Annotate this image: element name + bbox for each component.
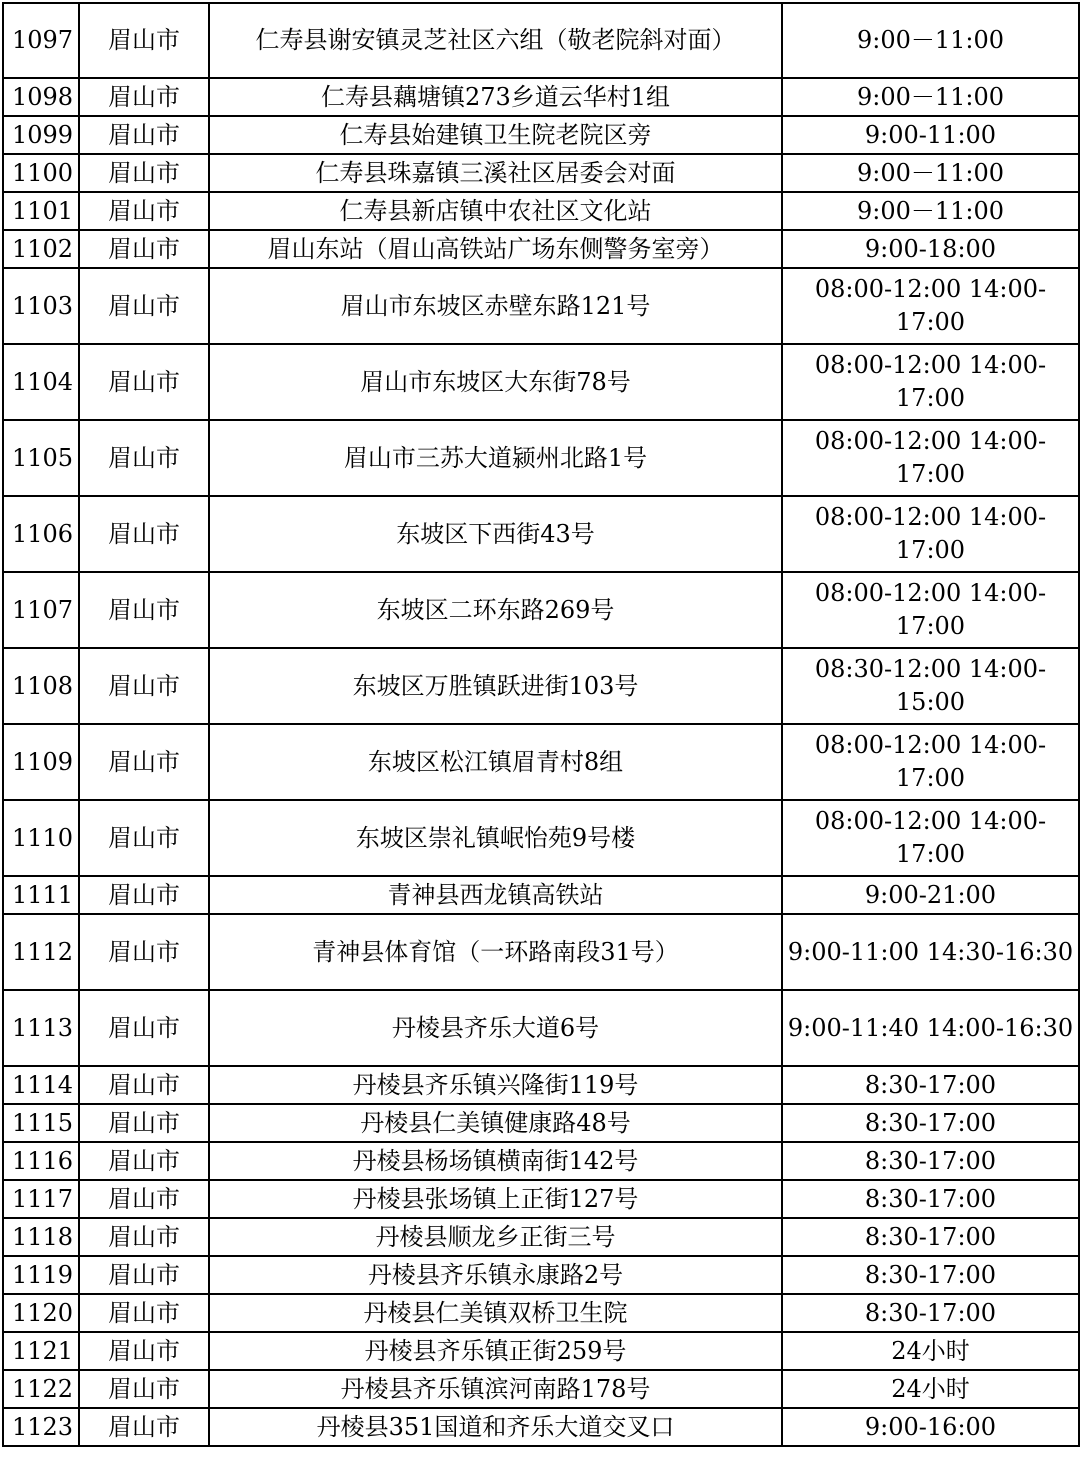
table-row (3, 1142, 1079, 1180)
row-number: 1108 (3, 648, 79, 724)
row-city: 眉山市 (79, 420, 209, 496)
row-address: 东坡区二环东路269号 (209, 572, 782, 648)
table-row (3, 78, 1079, 116)
row-number: 1106 (3, 496, 79, 572)
table-row (3, 116, 1079, 154)
row-number: 1097 (3, 3, 79, 78)
table-row (3, 496, 1079, 572)
row-address: 眉山市东坡区大东街78号 (209, 344, 782, 420)
table-body (3, 3, 1079, 1446)
table-row (3, 3, 1079, 78)
table-row (3, 800, 1079, 876)
row-city: 眉山市 (79, 1294, 209, 1332)
row-hours: 9:00－11:00 (782, 154, 1079, 192)
table-row (3, 648, 1079, 724)
row-city: 眉山市 (79, 1104, 209, 1142)
row-city: 眉山市 (79, 724, 209, 800)
row-address: 仁寿县始建镇卫生院老院区旁 (209, 116, 782, 154)
row-hours: 08:00-12:00 14:00-17:00 (782, 724, 1079, 800)
row-address: 丹棱县张场镇上正街127号 (209, 1180, 782, 1218)
table-row (3, 230, 1079, 268)
table-row (3, 1180, 1079, 1218)
row-address: 眉山市三苏大道颍州北路1号 (209, 420, 782, 496)
table-row (3, 1218, 1079, 1256)
row-hours: 9:00-11:40 14:00-16:30 (782, 990, 1079, 1066)
table-row (3, 1294, 1079, 1332)
row-city: 眉山市 (79, 990, 209, 1066)
row-number: 1116 (3, 1142, 79, 1180)
row-city: 眉山市 (79, 800, 209, 876)
row-hours: 24小时 (782, 1370, 1079, 1408)
row-city: 眉山市 (79, 876, 209, 914)
row-city: 眉山市 (79, 1408, 209, 1446)
row-address: 仁寿县珠嘉镇三溪社区居委会对面 (209, 154, 782, 192)
table-row (3, 1256, 1079, 1294)
row-address: 丹棱县仁美镇健康路48号 (209, 1104, 782, 1142)
row-number: 1101 (3, 192, 79, 230)
row-address: 丹棱县齐乐镇兴隆街119号 (209, 1066, 782, 1104)
row-city: 眉山市 (79, 496, 209, 572)
row-hours: 08:00-12:00 14:00-17:00 (782, 344, 1079, 420)
row-hours: 9:00－11:00 (782, 3, 1079, 78)
table-row (3, 420, 1079, 496)
row-number: 1100 (3, 154, 79, 192)
row-city: 眉山市 (79, 344, 209, 420)
row-city: 眉山市 (79, 572, 209, 648)
row-address: 仁寿县谢安镇灵芝社区六组（敬老院斜对面） (209, 3, 782, 78)
row-number: 1115 (3, 1104, 79, 1142)
table-row (3, 724, 1079, 800)
row-hours: 9:00-16:00 (782, 1408, 1079, 1446)
row-address: 仁寿县新店镇中农社区文化站 (209, 192, 782, 230)
row-number: 1107 (3, 572, 79, 648)
row-number: 1109 (3, 724, 79, 800)
table-row (3, 1066, 1079, 1104)
row-address: 东坡区下西街43号 (209, 496, 782, 572)
row-number: 1105 (3, 420, 79, 496)
table-row (3, 192, 1079, 230)
row-city: 眉山市 (79, 1066, 209, 1104)
table-row (3, 876, 1079, 914)
row-city: 眉山市 (79, 230, 209, 268)
table-row (3, 154, 1079, 192)
row-address: 眉山东站（眉山高铁站广场东侧警务室旁） (209, 230, 782, 268)
table-row (3, 914, 1079, 990)
row-city: 眉山市 (79, 78, 209, 116)
row-address: 眉山市东坡区赤壁东路121号 (209, 268, 782, 344)
row-address: 仁寿县藕塘镇273乡道云华村1组 (209, 78, 782, 116)
row-city: 眉山市 (79, 154, 209, 192)
row-city: 眉山市 (79, 1142, 209, 1180)
row-address: 丹棱县顺龙乡正街三号 (209, 1218, 782, 1256)
table-row (3, 1332, 1079, 1370)
row-address: 青神县西龙镇高铁站 (209, 876, 782, 914)
row-hours: 9:00-21:00 (782, 876, 1079, 914)
row-address: 丹棱县仁美镇双桥卫生院 (209, 1294, 782, 1332)
row-number: 1102 (3, 230, 79, 268)
row-number: 1098 (3, 78, 79, 116)
table-row (3, 268, 1079, 344)
row-number: 1112 (3, 914, 79, 990)
row-address: 丹棱县齐乐大道6号 (209, 990, 782, 1066)
row-address: 青神县体育馆（一环路南段31号） (209, 914, 782, 990)
row-hours: 08:00-12:00 14:00-17:00 (782, 496, 1079, 572)
row-address: 东坡区松江镇眉青村8组 (209, 724, 782, 800)
row-hours: 8:30-17:00 (782, 1294, 1079, 1332)
row-hours: 08:30-12:00 14:00-15:00 (782, 648, 1079, 724)
row-number: 1122 (3, 1370, 79, 1408)
row-address: 东坡区万胜镇跃进街103号 (209, 648, 782, 724)
row-city: 眉山市 (79, 1256, 209, 1294)
row-address: 东坡区崇礼镇岷怡苑9号楼 (209, 800, 782, 876)
row-address: 丹棱县齐乐镇正街259号 (209, 1332, 782, 1370)
row-number: 1119 (3, 1256, 79, 1294)
row-city: 眉山市 (79, 1370, 209, 1408)
row-number: 1110 (3, 800, 79, 876)
row-hours: 8:30-17:00 (782, 1104, 1079, 1142)
row-number: 1123 (3, 1408, 79, 1446)
row-city: 眉山市 (79, 648, 209, 724)
row-hours: 8:30-17:00 (782, 1066, 1079, 1104)
row-number: 1111 (3, 876, 79, 914)
row-hours: 24小时 (782, 1332, 1079, 1370)
row-hours: 08:00-12:00 14:00-17:00 (782, 268, 1079, 344)
row-city: 眉山市 (79, 1180, 209, 1218)
row-number: 1113 (3, 990, 79, 1066)
row-number: 1121 (3, 1332, 79, 1370)
row-address: 丹棱县齐乐镇滨河南路178号 (209, 1370, 782, 1408)
row-hours: 9:00-11:00 (782, 116, 1079, 154)
row-hours: 9:00-11:00 14:30-16:30 (782, 914, 1079, 990)
row-city: 眉山市 (79, 116, 209, 154)
row-city: 眉山市 (79, 914, 209, 990)
row-city: 眉山市 (79, 1332, 209, 1370)
row-number: 1104 (3, 344, 79, 420)
table-row (3, 1370, 1079, 1408)
testing-sites-table (2, 2, 1080, 1447)
row-number: 1120 (3, 1294, 79, 1332)
row-hours: 9:00-18:00 (782, 230, 1079, 268)
row-hours: 9:00－11:00 (782, 192, 1079, 230)
row-hours: 08:00-12:00 14:00-17:00 (782, 420, 1079, 496)
table-row (3, 344, 1079, 420)
table-row (3, 572, 1079, 648)
row-number: 1114 (3, 1066, 79, 1104)
row-hours: 8:30-17:00 (782, 1218, 1079, 1256)
row-hours: 08:00-12:00 14:00-17:00 (782, 572, 1079, 648)
row-number: 1118 (3, 1218, 79, 1256)
row-hours: 8:30-17:00 (782, 1142, 1079, 1180)
row-address: 丹棱县351国道和齐乐大道交叉口 (209, 1408, 782, 1446)
row-city: 眉山市 (79, 192, 209, 230)
row-number: 1103 (3, 268, 79, 344)
row-hours: 9:00－11:00 (782, 78, 1079, 116)
row-number: 1099 (3, 116, 79, 154)
table-row (3, 1104, 1079, 1142)
row-address: 丹棱县齐乐镇永康路2号 (209, 1256, 782, 1294)
row-hours: 08:00-12:00 14:00-17:00 (782, 800, 1079, 876)
row-hours: 8:30-17:00 (782, 1180, 1079, 1218)
row-number: 1117 (3, 1180, 79, 1218)
table-row (3, 1408, 1079, 1446)
row-city: 眉山市 (79, 3, 209, 78)
row-city: 眉山市 (79, 1218, 209, 1256)
row-hours: 8:30-17:00 (782, 1256, 1079, 1294)
row-city: 眉山市 (79, 268, 209, 344)
table-row (3, 990, 1079, 1066)
row-address: 丹棱县杨场镇横南街142号 (209, 1142, 782, 1180)
